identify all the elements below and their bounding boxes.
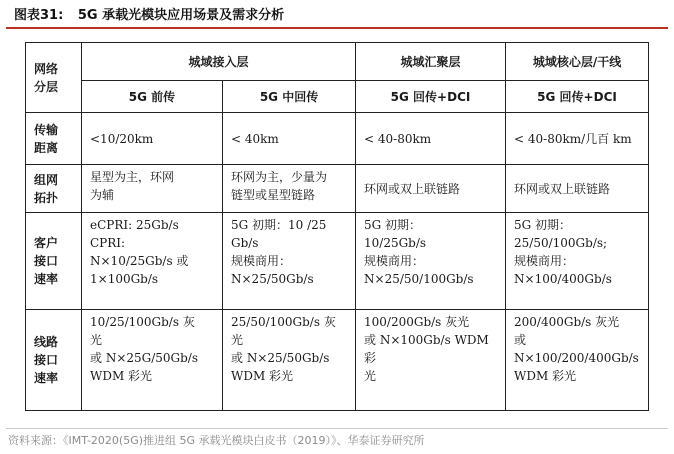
subheader-fronthaul: 5G 前传 <box>82 81 223 113</box>
table-cell: eCPRI: 25Gb/s CPRI: N×10/25Gb/s 或 1×100Gb/s <box>82 213 223 310</box>
table-row <box>26 310 649 411</box>
table-row <box>26 165 649 213</box>
table-subheader-row <box>26 81 649 113</box>
figure-caption: 5G 承载光模块应用场景及需求分析 <box>77 8 285 23</box>
table-cell: 星型为主，环网 为辅 <box>82 165 223 213</box>
table-cell: < 40-80km/几百 km <box>506 113 649 165</box>
table-row <box>26 213 649 310</box>
table-cell: 100/200Gb/s 灰光 或 N×100Gb/s WDM 彩 光 <box>356 310 506 411</box>
table-cell: 5G 初期：10 /25 Gb/s 规模商用： N×25/50Gb/s <box>223 213 356 310</box>
subheader-midhaul: 5G 中回传 <box>223 81 356 113</box>
figure-title <box>8 6 284 26</box>
title-divider <box>6 27 668 29</box>
row-label-line-rate: 线路 接口 速率 <box>26 310 82 411</box>
row-label-client-rate: 客户 接口 速率 <box>26 213 82 310</box>
group-header-access: 城域接入层 <box>82 43 356 81</box>
source-note: 资料来源：《IMT-2020(5G)推进组 5G 承载光模块白皮书（2019）》、华泰证券研究所 <box>8 434 425 447</box>
table-cell: < 40-80km <box>356 113 506 165</box>
table-cell: 环网或双上联链路 <box>506 165 649 213</box>
table-cell: < 40km <box>223 113 356 165</box>
table-cell: 环网或双上联链路 <box>356 165 506 213</box>
table-cell: 200/400Gb/s 灰光 或 N×100/200/400Gb/s WDM 彩光 <box>506 310 649 411</box>
row-label-topology: 组网 拓扑 <box>26 165 82 213</box>
table-cell: 10/25/100Gb/s 灰 光 或 N×25G/50Gb/s WDM 彩光 <box>82 310 223 411</box>
application-table <box>25 42 649 411</box>
table-cell: 5G 初期： 10/25Gb/s 规模商用： N×25/50/100Gb/s <box>356 213 506 310</box>
table-header-row <box>26 43 649 81</box>
footer-divider <box>6 428 668 429</box>
table-cell: 5G 初期： 25/50/100Gb/s; 规模商用： N×100/400Gb/s <box>506 213 649 310</box>
subheader-backhaul-core: 5G 回传+DCI <box>506 81 649 113</box>
group-header-core: 城域核心层/干线 <box>506 43 649 81</box>
subheader-backhaul-agg: 5G 回传+DCI <box>356 81 506 113</box>
table-row <box>26 113 649 165</box>
row-label-distance: 传输 距离 <box>26 113 82 165</box>
table-cell: 25/50/100Gb/s 灰光 或 N×25/50Gb/s WDM 彩光 <box>223 310 356 411</box>
figure-label: 图表31: <box>14 8 64 23</box>
corner-header: 网络 分层 <box>26 43 82 113</box>
table-cell: <10/20km <box>82 113 223 165</box>
group-header-aggregation: 城域汇聚层 <box>356 43 506 81</box>
table-cell: 环网为主，少量为 链型或星型链路 <box>223 165 356 213</box>
